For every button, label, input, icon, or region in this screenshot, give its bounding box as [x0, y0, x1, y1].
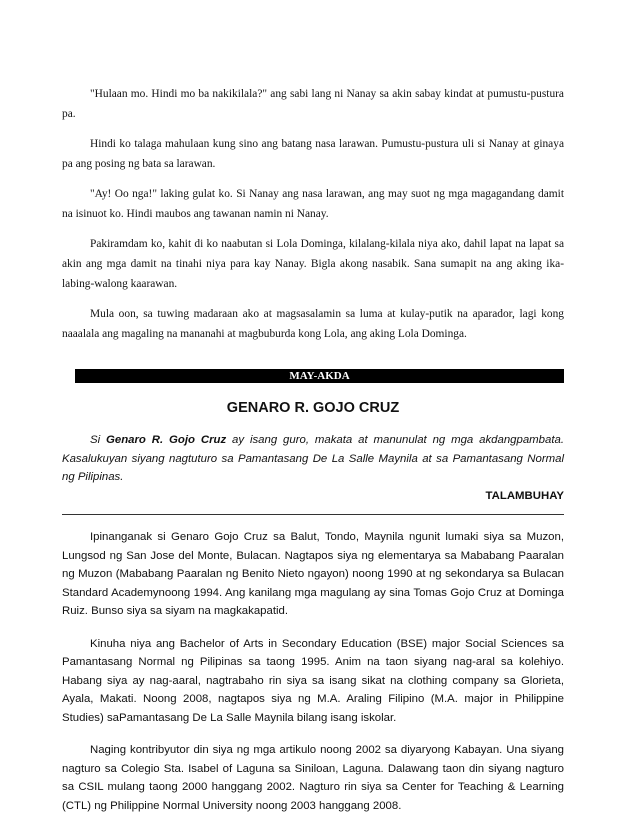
biography-title: TALAMBUHAY	[485, 490, 564, 502]
intro-prefix: Si	[90, 434, 107, 446]
intro-paragraph	[62, 431, 564, 487]
bio-paragraph: Ipinanganak si Genaro Gojo Cruz sa Balut, Tondo, Maynila ngunit lumaki siya sa Muzon, Lungsod ng San Jose del Monte, Bulacan. Nagtapos siya ng elementarya sa Mababang Paaralan ng Muzon (Mababang Paaralan ng Benito Nieto ngayon) noong 1990 at ng sekondarya sa Bulacan Standard Academynoong 1994. Ang kanilang mga magulang ay sina Tomas Gojo Cruz at Dominga Ruiz. Bunso siya sa siyam na magkakapatid.	[62, 531, 564, 617]
author-intro	[62, 431, 564, 487]
section-banner: MAY-AKDA	[75, 369, 564, 383]
bio-paragraph: Naging kontribyutor din siya ng mga artikulo noong 2002 sa diyaryong Kabayan. Una siyang nagturo sa Colegio Sta. Isabel of Laguna sa Siniloan, Laguna. Dalawang taon din siyang nagturo sa CSIL mulang taong 2000 hanggang 2002. Nagturo rin siya sa Center for Teaching & Learning (CTL) ng Philippine Normal University noong 2003 hanggang 2008.	[62, 744, 564, 812]
story-section	[62, 84, 564, 354]
story-paragraph: "Hulaan mo. Hindi mo ba nakikilala?" ang sabi lang ni Nanay sa akin sabay kindat at pumustu-pustura pa.	[62, 88, 564, 120]
divider-line	[62, 514, 564, 515]
story-paragraph: Mula oon, sa tuwing madaraan ako at magsasalamin sa luma at kulay-putik na aparador, lagi kong naaalala ang magaling na mananahi at magbuburda kong Lola, ang aking Lola Dominga.	[62, 308, 564, 340]
story-paragraph: Hindi ko talaga mahulaan kung sino ang batang nasa larawan. Pumustu-pustura uli si Nanay at ginaya pa ang posing ng bata sa larawan.	[62, 138, 564, 170]
story-paragraph: "Ay! Oo nga!" laking gulat ko. Si Nanay ang nasa larawan, ang may suot ng mga magagandang damit na isinuot ko. Hindi maubos ang tawanan namin ni Nanay.	[62, 188, 564, 220]
author-name: GENARO R. GOJO CRUZ	[226, 400, 400, 416]
biography-section	[62, 528, 564, 829]
bio-paragraph: Kinuha niya ang Bachelor of Arts in Secondary Education (BSE) major Social Sciences sa Pamantasang Normal ng Pilipinas sa taong 1995. Anim na taon siyang nag-aral sa kolehiyo. Habang siya ay nag-aaral, nagtrabaho rin siya sa isang sikat na clothing company sa Glorieta, Ayala, Makati. Noong 2008, nagtapos siya ng M.A. Araling Filipino (M.A. major in Philippine Studies) saPamantasang De La Salle Maynila bilang isang iskolar.	[62, 637, 564, 724]
intro-author-name: Genaro R. Gojo Cruz	[106, 434, 227, 446]
story-paragraph: Pakiramdam ko, kahit di ko naabutan si Lola Dominga, kilalang-kilala niya ako, dahil lapat na lapat sa akin ang mga damit na tinahi niya para kay Nanay. Bigla akong nasabik. Sana sumapit na ang aking ika-labing-walong kaarawan.	[62, 238, 564, 290]
intro-text: ay isang guro, makata at manunulat ng mga akdangpambata. Kasalukuyan siyang nagtuturo sa Pamantasang De La Salle Maynila at sa Pamantasang Normal ng Pilipinas.	[62, 434, 565, 483]
